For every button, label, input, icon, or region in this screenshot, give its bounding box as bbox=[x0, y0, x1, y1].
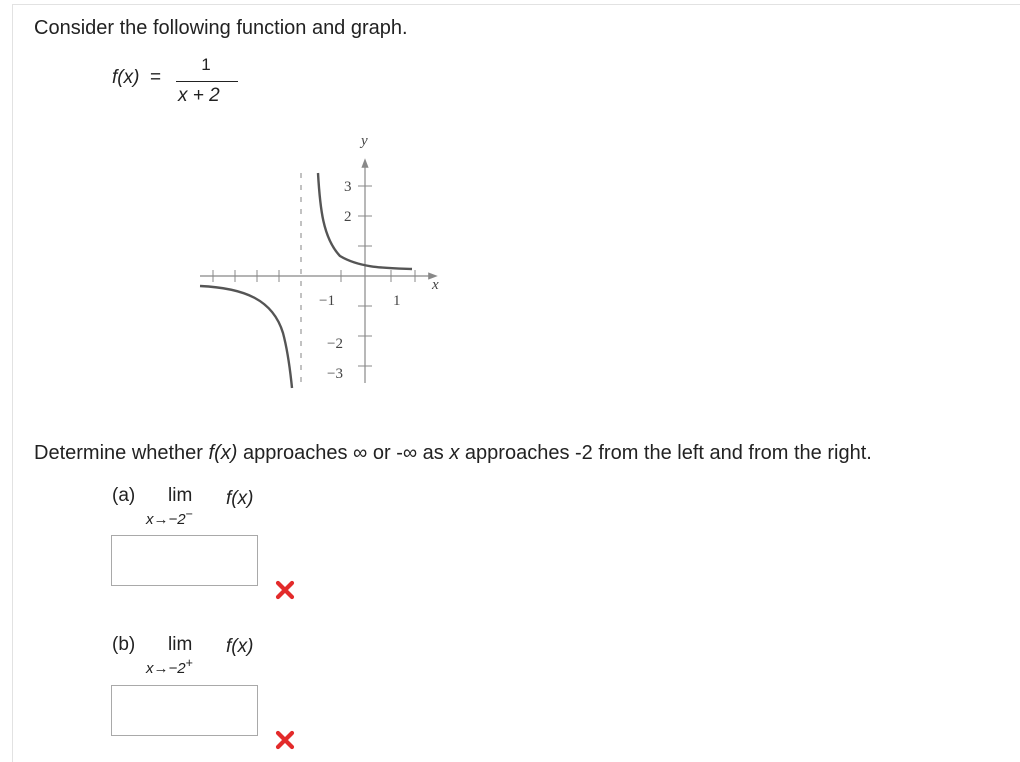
part-b-answer-input[interactable] bbox=[111, 685, 258, 736]
part-b-incorrect-icon bbox=[274, 729, 296, 751]
fraction-denominator: x + 2 bbox=[178, 85, 220, 106]
part-a-fx: f(x) bbox=[226, 488, 254, 509]
y-axis-label: y bbox=[361, 133, 368, 149]
function-graph bbox=[195, 128, 485, 398]
function-name: f(x) bbox=[112, 67, 140, 88]
part-b-lim: lim bbox=[168, 634, 193, 655]
intro-text: Consider the following function and graph. bbox=[34, 17, 408, 39]
equals-sign: = bbox=[150, 67, 162, 88]
tick-label-xm1: −1 bbox=[319, 293, 335, 309]
part-a-answer-input[interactable] bbox=[111, 535, 258, 586]
tick-label-y2: 2 bbox=[344, 209, 352, 225]
left-divider bbox=[12, 4, 13, 762]
tick-label-y3: 3 bbox=[344, 179, 352, 195]
left-branch-curve bbox=[200, 286, 292, 388]
part-b-fx: f(x) bbox=[226, 636, 254, 657]
x-axis-label: x bbox=[432, 277, 439, 293]
tick-label-ym3: −3 bbox=[327, 366, 343, 382]
part-b-label: (b) bbox=[112, 634, 136, 655]
tick-label-ym2: −2 bbox=[327, 336, 343, 352]
tick-label-x1: 1 bbox=[393, 293, 401, 309]
part-a-lim-subscript: x→−2− bbox=[146, 507, 193, 528]
part-a-incorrect-icon bbox=[274, 579, 296, 601]
fraction-numerator: 1 bbox=[201, 55, 211, 74]
part-a-label: (a) bbox=[112, 485, 136, 506]
part-a-lim: lim bbox=[168, 485, 193, 506]
fraction-bar bbox=[176, 81, 238, 82]
top-divider bbox=[12, 4, 1020, 5]
part-b-lim-subscript: x→−2+ bbox=[146, 656, 193, 677]
question-text: Determine whether f(x) approaches ∞ or -∞ as x approaches -2 from the left and from the right. bbox=[34, 442, 872, 464]
